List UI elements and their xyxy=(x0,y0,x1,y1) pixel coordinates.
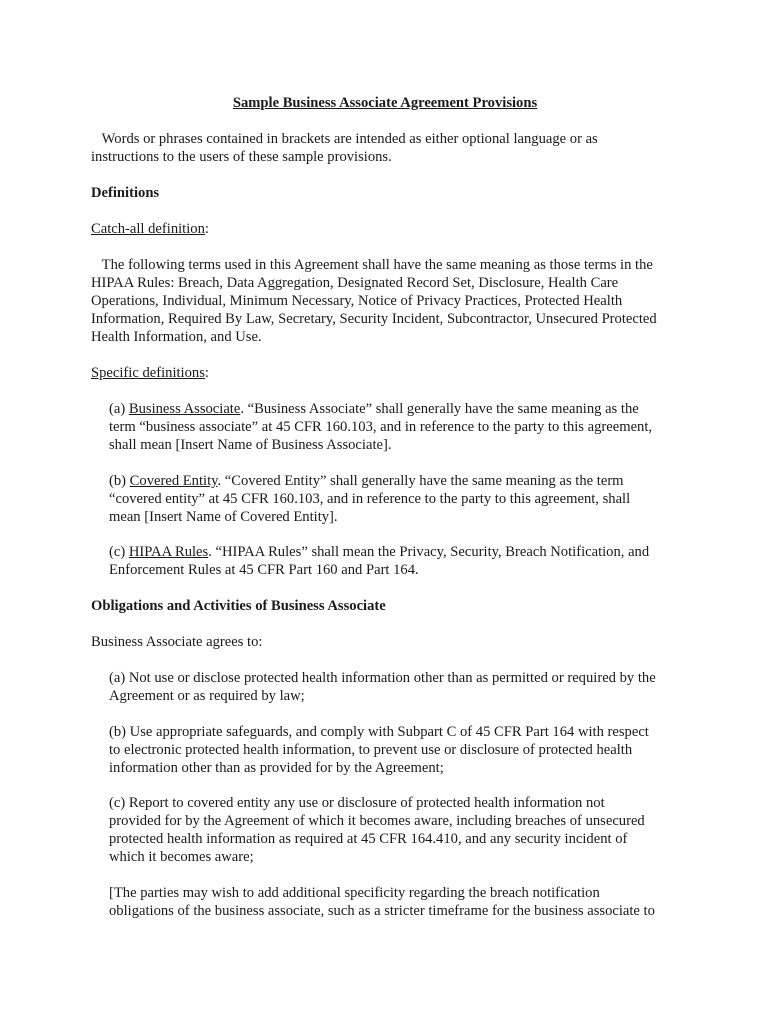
obligations-intro: Business Associate agrees to: xyxy=(91,634,263,650)
definitions-heading: Definitions xyxy=(91,185,160,201)
intro-paragraph xyxy=(91,130,691,166)
definition-line: mean [Insert Name of Covered Entity]. xyxy=(109,509,338,525)
definition-text: . “Covered Entity” shall generally have the same meaning as the term xyxy=(217,473,624,489)
intro-line: instructions to the users of these sample provisions. xyxy=(91,149,392,165)
obligation-line: (c) Report to covered entity any use or disclosure of protected health information not xyxy=(109,795,605,811)
obligation-item xyxy=(109,884,691,920)
definition-item xyxy=(109,472,691,526)
document-title: Sample Business Associate Agreement Provisions xyxy=(232,95,538,111)
catch-all-subheading xyxy=(91,220,691,238)
specific-label: Specific definitions xyxy=(91,365,205,381)
definition-line: shall mean [Insert Name of Business Associate]. xyxy=(109,437,392,453)
obligation-line: protected health information as required at 45 CFR 164.410, and any security incident of xyxy=(109,831,628,847)
catch-all-line: Information, Required By Law, Secretary, Security Incident, Subcontractor, Unsecured Protected xyxy=(91,311,657,327)
catch-all-label: Catch-all definition xyxy=(91,221,205,237)
obligation-line: information other than as provided for by the Agreement; xyxy=(109,760,444,776)
definition-prefix: (b) xyxy=(109,473,130,489)
obligation-item xyxy=(109,723,691,777)
definition-line: “covered entity” at 45 CFR 160.103, and in reference to the party to this agreement, shall xyxy=(109,491,631,507)
definition-line: term “business associate” at 45 CFR 160.103, and in reference to the party to this agreement, xyxy=(109,419,653,435)
definition-prefix: (a) xyxy=(109,401,129,417)
obligation-line: (a) Not use or disclose protected health information other than as permitted or required by the xyxy=(109,670,656,686)
definition-line: Enforcement Rules at 45 CFR Part 160 and Part 164. xyxy=(109,562,419,578)
obligation-line: (b) Use appropriate safeguards, and comply with Subpart C of 45 CFR Part 164 with respect xyxy=(109,724,649,740)
definition-term: Business Associate xyxy=(128,401,241,417)
catch-all-paragraph xyxy=(91,256,691,346)
definition-text: . “Business Associate” shall generally have the same meaning as the xyxy=(240,401,639,417)
obligation-line: [The parties may wish to add additional specificity regarding the breach notification xyxy=(109,885,600,901)
intro-line: Words or phrases contained in brackets are intended as either optional language or as xyxy=(91,131,598,147)
catch-all-line: The following terms used in this Agreement shall have the same meaning as those terms in the xyxy=(91,257,653,273)
definition-first-line xyxy=(109,400,691,418)
definition-first-line xyxy=(109,543,691,561)
catch-all-colon: : xyxy=(204,221,209,237)
obligation-line: to electronic protected health information, to prevent use or disclosure of protected health xyxy=(109,742,633,758)
specific-colon: : xyxy=(204,365,209,381)
obligation-line: Agreement or as required by law; xyxy=(109,688,305,704)
obligation-line: provided for by the Agreement of which it becomes aware, including breaches of unsecured xyxy=(109,813,645,829)
definition-first-line xyxy=(109,472,691,490)
obligation-line: which it becomes aware; xyxy=(109,849,254,865)
obligation-item xyxy=(109,669,691,705)
catch-all-line: HIPAA Rules: Breach, Data Aggregation, Designated Record Set, Disclosure, Health Care xyxy=(91,275,619,291)
obligation-item xyxy=(109,794,691,866)
specific-subheading xyxy=(91,364,691,382)
definition-item xyxy=(109,543,691,579)
definition-text: . “HIPAA Rules” shall mean the Privacy, Security, Breach Notification, and xyxy=(208,544,650,560)
obligations-heading: Obligations and Activities of Business Associate xyxy=(91,598,386,614)
catch-all-line: Operations, Individual, Minimum Necessary, Notice of Privacy Practices, Protected Health xyxy=(91,293,623,309)
definition-item xyxy=(109,400,691,454)
definition-term: HIPAA Rules xyxy=(128,544,209,560)
definition-term: Covered Entity xyxy=(129,473,218,489)
definition-prefix: (c) xyxy=(109,544,129,560)
catch-all-line: Health Information, and Use. xyxy=(91,329,262,345)
obligation-line: obligations of the business associate, such as a stricter timeframe for the business associate to xyxy=(109,903,655,919)
